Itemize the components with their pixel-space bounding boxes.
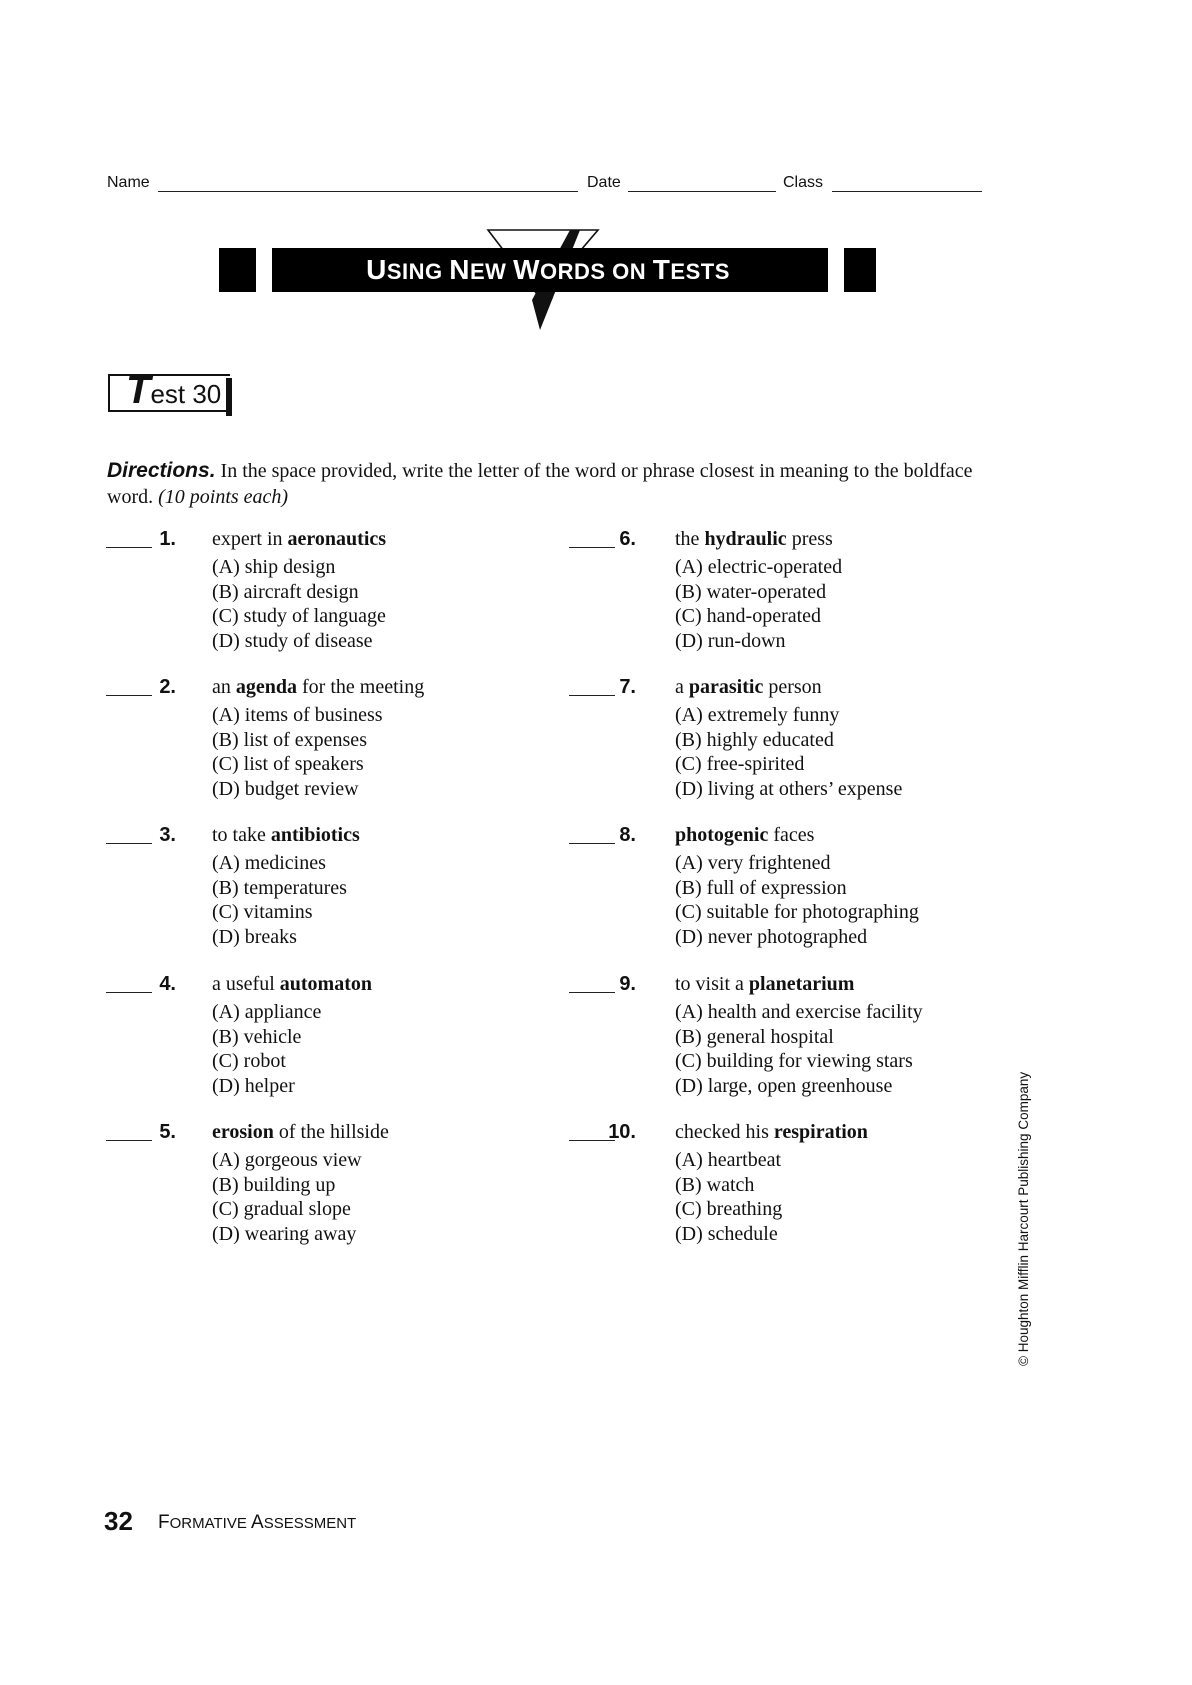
- answer-option: (D) large, open greenhouse: [675, 1074, 893, 1097]
- answer-option: (C) list of speakers: [212, 753, 364, 775]
- vocabulary-word: photogenic: [675, 824, 769, 846]
- answer-option: (D) never photographed: [675, 925, 868, 948]
- answer-option: (D) living at others’ expense: [675, 777, 903, 800]
- answer-option: (A) electric-operated: [675, 556, 843, 578]
- answer-options: [212, 555, 386, 653]
- answer-option: (B) vehicle: [212, 1025, 302, 1048]
- stem-text: to visit a: [675, 973, 749, 995]
- question-number: 4.: [159, 973, 176, 995]
- vocabulary-word: antibiotics: [270, 824, 360, 846]
- question-stem: [675, 1120, 868, 1145]
- name-field-line[interactable]: [158, 191, 578, 192]
- answer-option: (C) free-spirited: [675, 753, 805, 775]
- question-number: 8.: [619, 824, 636, 846]
- answer-option: (A) items of business: [212, 704, 383, 726]
- question-stem: [675, 675, 822, 700]
- question-stem: [212, 1120, 389, 1145]
- answer-options: [675, 703, 902, 801]
- stem-text: for the meeting: [297, 676, 425, 698]
- answer-option: (A) medicines: [212, 852, 326, 874]
- copyright-notice: © Houghton Mifflin Harcourt Publishing Company: [1016, 1071, 1031, 1366]
- answer-options: [212, 1000, 321, 1098]
- stem-text: to take: [212, 824, 271, 846]
- question-number: 1.: [159, 528, 176, 550]
- question-stem: [212, 675, 424, 700]
- question-number: 6.: [619, 528, 636, 550]
- test-box-shadow-bar: [226, 378, 232, 416]
- answer-option: (B) full of expression: [675, 876, 847, 899]
- date-field-line[interactable]: [628, 191, 776, 192]
- question-stem: [212, 823, 360, 848]
- answer-option: (C) breathing: [675, 1198, 783, 1220]
- answer-option: (C) hand-operated: [675, 605, 822, 627]
- vocabulary-word: erosion: [212, 1121, 274, 1143]
- answer-option: (A) extremely funny: [675, 704, 840, 726]
- answer-option: (C) suitable for photographing: [675, 901, 919, 923]
- answer-option: (A) appliance: [212, 1001, 322, 1023]
- answer-option: (C) building for viewing stars: [675, 1050, 913, 1072]
- answer-option: (B) highly educated: [675, 728, 834, 751]
- page-number: 32: [104, 1506, 133, 1536]
- stem-text: the: [675, 528, 705, 550]
- answer-option: (B) general hospital: [675, 1025, 834, 1048]
- stem-text: expert in: [212, 528, 288, 550]
- question-stem: [212, 527, 386, 552]
- answer-option: (D) breaks: [212, 925, 297, 948]
- answer-option: (D) budget review: [212, 777, 359, 800]
- question-stem: [675, 823, 814, 848]
- stem-text: faces: [768, 824, 815, 846]
- answer-option: (D) wearing away: [212, 1222, 357, 1245]
- test-number: Test 30: [126, 368, 222, 412]
- stem-text: a: [675, 676, 689, 698]
- class-field-line[interactable]: [832, 191, 982, 192]
- answer-option: (C) vitamins: [212, 901, 313, 923]
- vocabulary-word: automaton: [279, 973, 372, 995]
- answer-options: [212, 851, 347, 949]
- answer-options: [212, 1148, 362, 1246]
- answer-option: (B) building up: [212, 1173, 336, 1196]
- answer-options: [212, 703, 383, 801]
- answer-option: (B) water-operated: [675, 580, 827, 603]
- answer-options: [675, 851, 919, 949]
- answer-option: (D) study of disease: [212, 629, 373, 652]
- vocabulary-word: respiration: [773, 1121, 868, 1143]
- vocabulary-word: aeronautics: [287, 528, 387, 550]
- answer-option: (B) aircraft design: [212, 580, 359, 603]
- answer-option: (C) gradual slope: [212, 1198, 351, 1220]
- answer-option: (A) ship design: [212, 556, 336, 578]
- question-number: 7.: [619, 676, 636, 698]
- directions-text: In the space provided, write the letter of the word or phrase closest in meaning to the boldface word.: [107, 460, 973, 508]
- answer-options: [675, 1148, 782, 1246]
- stem-text: press: [786, 528, 833, 550]
- vocabulary-word: parasitic: [688, 676, 764, 698]
- vocabulary-word: planetarium: [748, 973, 855, 995]
- section-label: FORMATIVE ASSESSMENT: [158, 1512, 357, 1533]
- answer-option: (D) helper: [212, 1074, 295, 1097]
- answer-option: (C) study of language: [212, 605, 386, 627]
- answer-option: (A) gorgeous view: [212, 1149, 362, 1171]
- answer-option: (B) temperatures: [212, 876, 347, 899]
- directions-lead: Directions.: [107, 459, 216, 482]
- answer-options: [675, 1000, 923, 1098]
- question-number: 10.: [608, 1121, 636, 1143]
- question-stem: [212, 972, 372, 997]
- question-number: 9.: [619, 973, 636, 995]
- answer-option: (D) schedule: [675, 1222, 778, 1245]
- stem-text: checked his: [675, 1121, 774, 1143]
- stem-text: a useful: [212, 973, 280, 995]
- question-number: 3.: [159, 824, 176, 846]
- question-stem: [675, 527, 833, 552]
- stem-text: of the hillside: [273, 1121, 389, 1143]
- answer-option: (C) robot: [212, 1050, 286, 1072]
- question-stem: [675, 972, 854, 997]
- date-label: Date: [587, 174, 621, 191]
- name-label: Name: [107, 174, 150, 191]
- answer-option: (B) watch: [675, 1173, 755, 1196]
- answer-option: (D) run-down: [675, 629, 786, 652]
- question-number: 2.: [159, 676, 176, 698]
- stem-text: an: [212, 676, 236, 698]
- question-number: 5.: [159, 1121, 176, 1143]
- vocabulary-word: agenda: [235, 676, 298, 698]
- directions: [107, 458, 997, 510]
- stem-text: person: [763, 676, 822, 698]
- directions-points: (10 points each): [158, 486, 289, 508]
- answer-option: (A) health and exercise facility: [675, 1001, 923, 1023]
- banner-title: USING NEW WORDS ON TESTS: [366, 254, 730, 285]
- answer-option: (A) very frightened: [675, 852, 831, 874]
- class-label: Class: [783, 174, 824, 191]
- answer-option: (A) heartbeat: [675, 1149, 782, 1171]
- answer-options: [675, 555, 842, 653]
- answer-option: (B) list of expenses: [212, 728, 367, 751]
- vocabulary-word: hydraulic: [704, 528, 787, 550]
